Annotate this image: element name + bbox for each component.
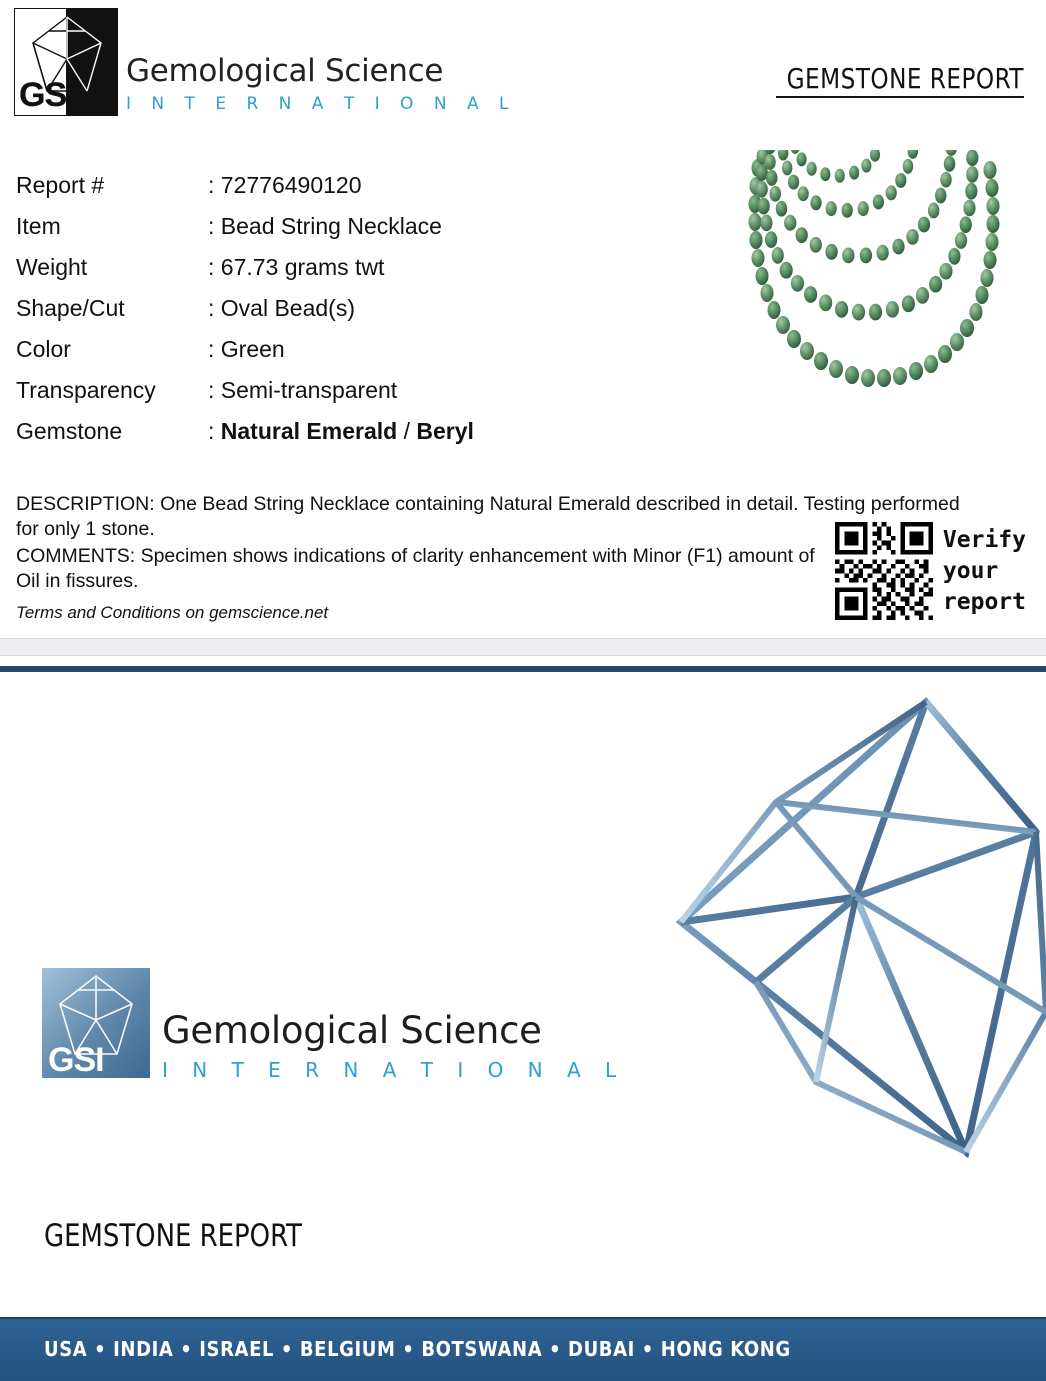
spec-value: : 67.73 grams twt — [208, 254, 385, 280]
brand-logo-back — [42, 968, 625, 1082]
report-notes — [16, 492, 976, 625]
report-type-title: GEMSTONE REPORT — [786, 62, 1024, 95]
spec-label: Item — [16, 213, 61, 239]
verify-line-3: report — [942, 588, 1026, 615]
table-row — [16, 377, 536, 418]
gem-primary: Natural Emerald — [220, 418, 398, 444]
brand-name: Gemological Science — [126, 53, 444, 89]
table-row — [16, 172, 536, 213]
report-back-panel — [0, 672, 1046, 1381]
table-row — [16, 213, 536, 254]
table-row — [16, 254, 536, 295]
verify-line-2: your — [942, 557, 999, 584]
logo-initials: GSI — [19, 76, 75, 114]
verify-line-1: Verify — [942, 526, 1026, 553]
table-row — [16, 295, 536, 336]
spec-value: : Bead String Necklace — [208, 213, 442, 239]
report-header — [0, 0, 1046, 135]
table-row — [16, 418, 536, 459]
brand-subtitle: I N T E R N A T I O N A L — [126, 94, 516, 114]
spec-label: Shape/Cut — [16, 295, 125, 321]
diamond-watermark-icon — [626, 682, 1046, 1302]
logo-initials: GSI — [48, 1041, 104, 1078]
spec-label: Gemstone — [16, 418, 123, 444]
gem-separator: / — [397, 418, 417, 444]
diamond-logo-icon — [42, 968, 150, 1078]
gemstone-photo — [736, 150, 1016, 470]
spec-label: Color — [16, 336, 71, 362]
spec-value-gemstone — [208, 418, 474, 445]
specifications-table — [16, 172, 536, 459]
table-row — [16, 336, 536, 377]
spec-label: Weight — [16, 254, 88, 280]
report-type-underline — [776, 96, 1024, 98]
comments-text: COMMENTS: Specimen shows indications of clarity enhancement with Minor (F1) amount of Oil in fissures. — [16, 545, 815, 592]
gem-secondary: Beryl — [416, 418, 474, 444]
footer-bar — [0, 1317, 1046, 1381]
diamond-logo-icon — [14, 8, 118, 116]
spec-label: Transparency — [16, 377, 156, 403]
description-text: DESCRIPTION: One Bead String Necklace containing Natural Emerald described in detail. Testing performed for only 1 stone. — [16, 493, 960, 540]
brand-wordmark-back — [162, 968, 625, 1082]
spec-value: : Semi-transparent — [208, 377, 398, 403]
brand-logo — [14, 8, 516, 116]
back-report-type-title: GEMSTONE REPORT — [44, 1218, 302, 1254]
gemstone-report-card — [0, 0, 1046, 672]
spec-value: : Oval Bead(s) — [208, 295, 355, 321]
verify-label — [943, 525, 1026, 618]
gem-prefix: : — [208, 418, 221, 444]
qr-code-icon[interactable] — [835, 522, 933, 620]
brand-name: Gemological Science — [162, 1009, 542, 1052]
terms-text: Terms and Conditions on gemscience.net — [16, 603, 329, 622]
verify-report-block[interactable] — [835, 522, 1026, 620]
card-divider-bar — [0, 638, 1046, 656]
brand-subtitle: I N T E R N A T I O N A L — [162, 1058, 626, 1082]
spec-value: : Green — [208, 336, 285, 362]
spec-label: Report # — [16, 172, 105, 198]
spec-value: : 72776490120 — [208, 172, 362, 198]
footer-locations: USA • INDIA • ISRAEL • BELGIUM • BOTSWANA • DUBAI • HONG KONG — [44, 1337, 791, 1361]
brand-wordmark — [126, 8, 516, 114]
